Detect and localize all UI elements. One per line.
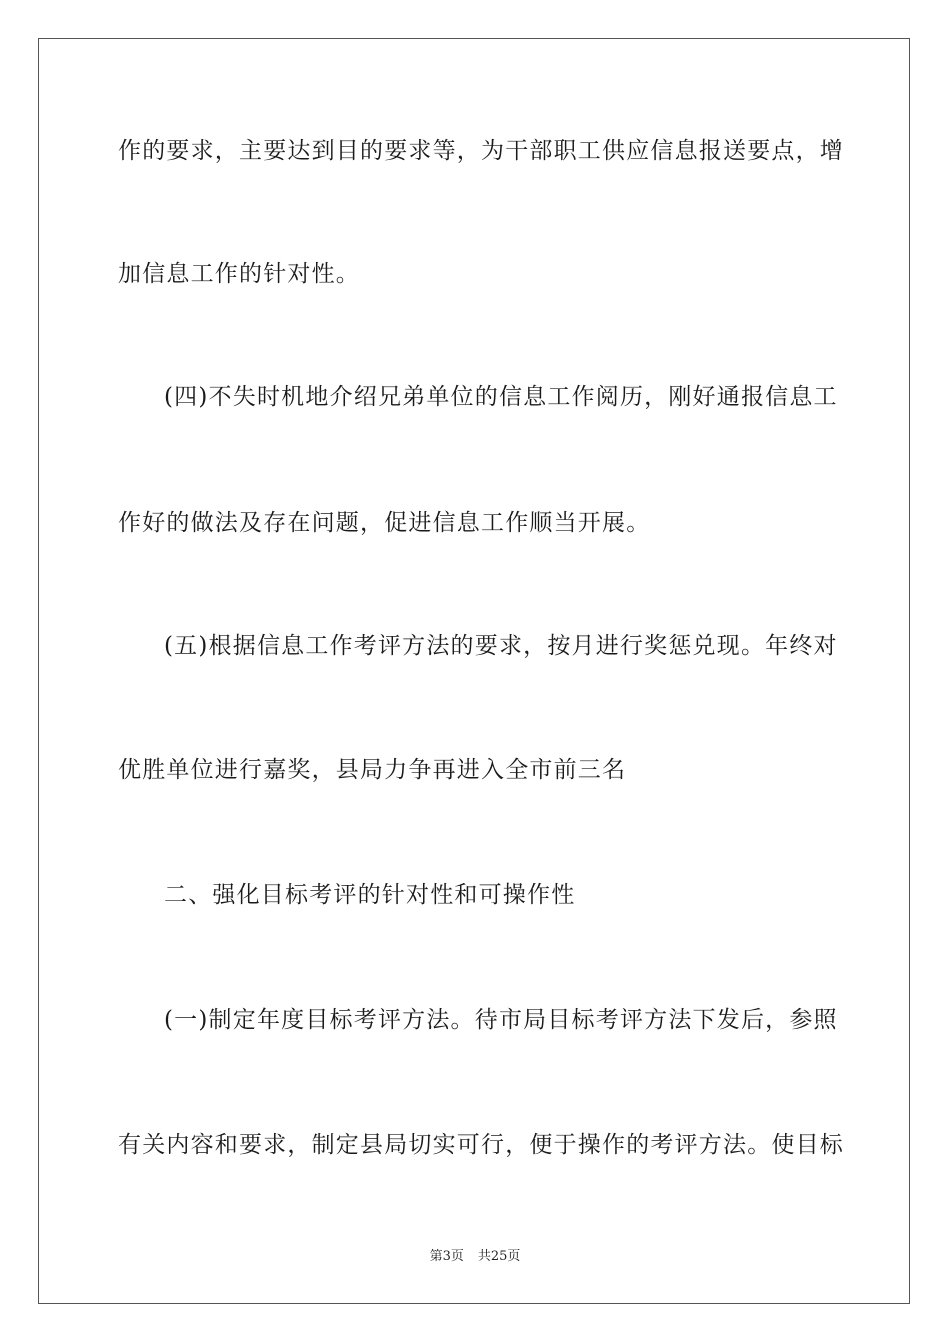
body-text-line: 优胜单位进行嘉奖，县局力争再进入全市前三名: [118, 757, 627, 783]
page-footer: [0, 1249, 950, 1265]
page-number: 第3页: [429, 1249, 464, 1264]
body-text-line: (一)制定年度目标考评方法。待市局目标考评方法下发后，参照: [164, 1007, 838, 1033]
page-border: [38, 38, 910, 1304]
body-text-line: 有关内容和要求，制定县局切实可行，便于操作的考评方法。使目标: [118, 1132, 844, 1158]
body-text-line: 作好的做法及存在问题，促进信息工作顺当开展。: [118, 510, 651, 536]
body-text-line: 加信息工作的针对性。: [118, 261, 360, 287]
section-heading: 二、强化目标考评的针对性和可操作性: [164, 882, 576, 908]
body-text-line: (四)不失时机地介绍兄弟单位的信息工作阅历，刚好通报信息工: [164, 384, 838, 410]
page-total: 共25页: [477, 1249, 521, 1264]
body-text-line: 作的要求，主要达到目的要求等，为干部职工供应信息报送要点，增: [118, 138, 844, 164]
body-text-line: (五)根据信息工作考评方法的要求，按月进行奖惩兑现。年终对: [164, 633, 838, 659]
